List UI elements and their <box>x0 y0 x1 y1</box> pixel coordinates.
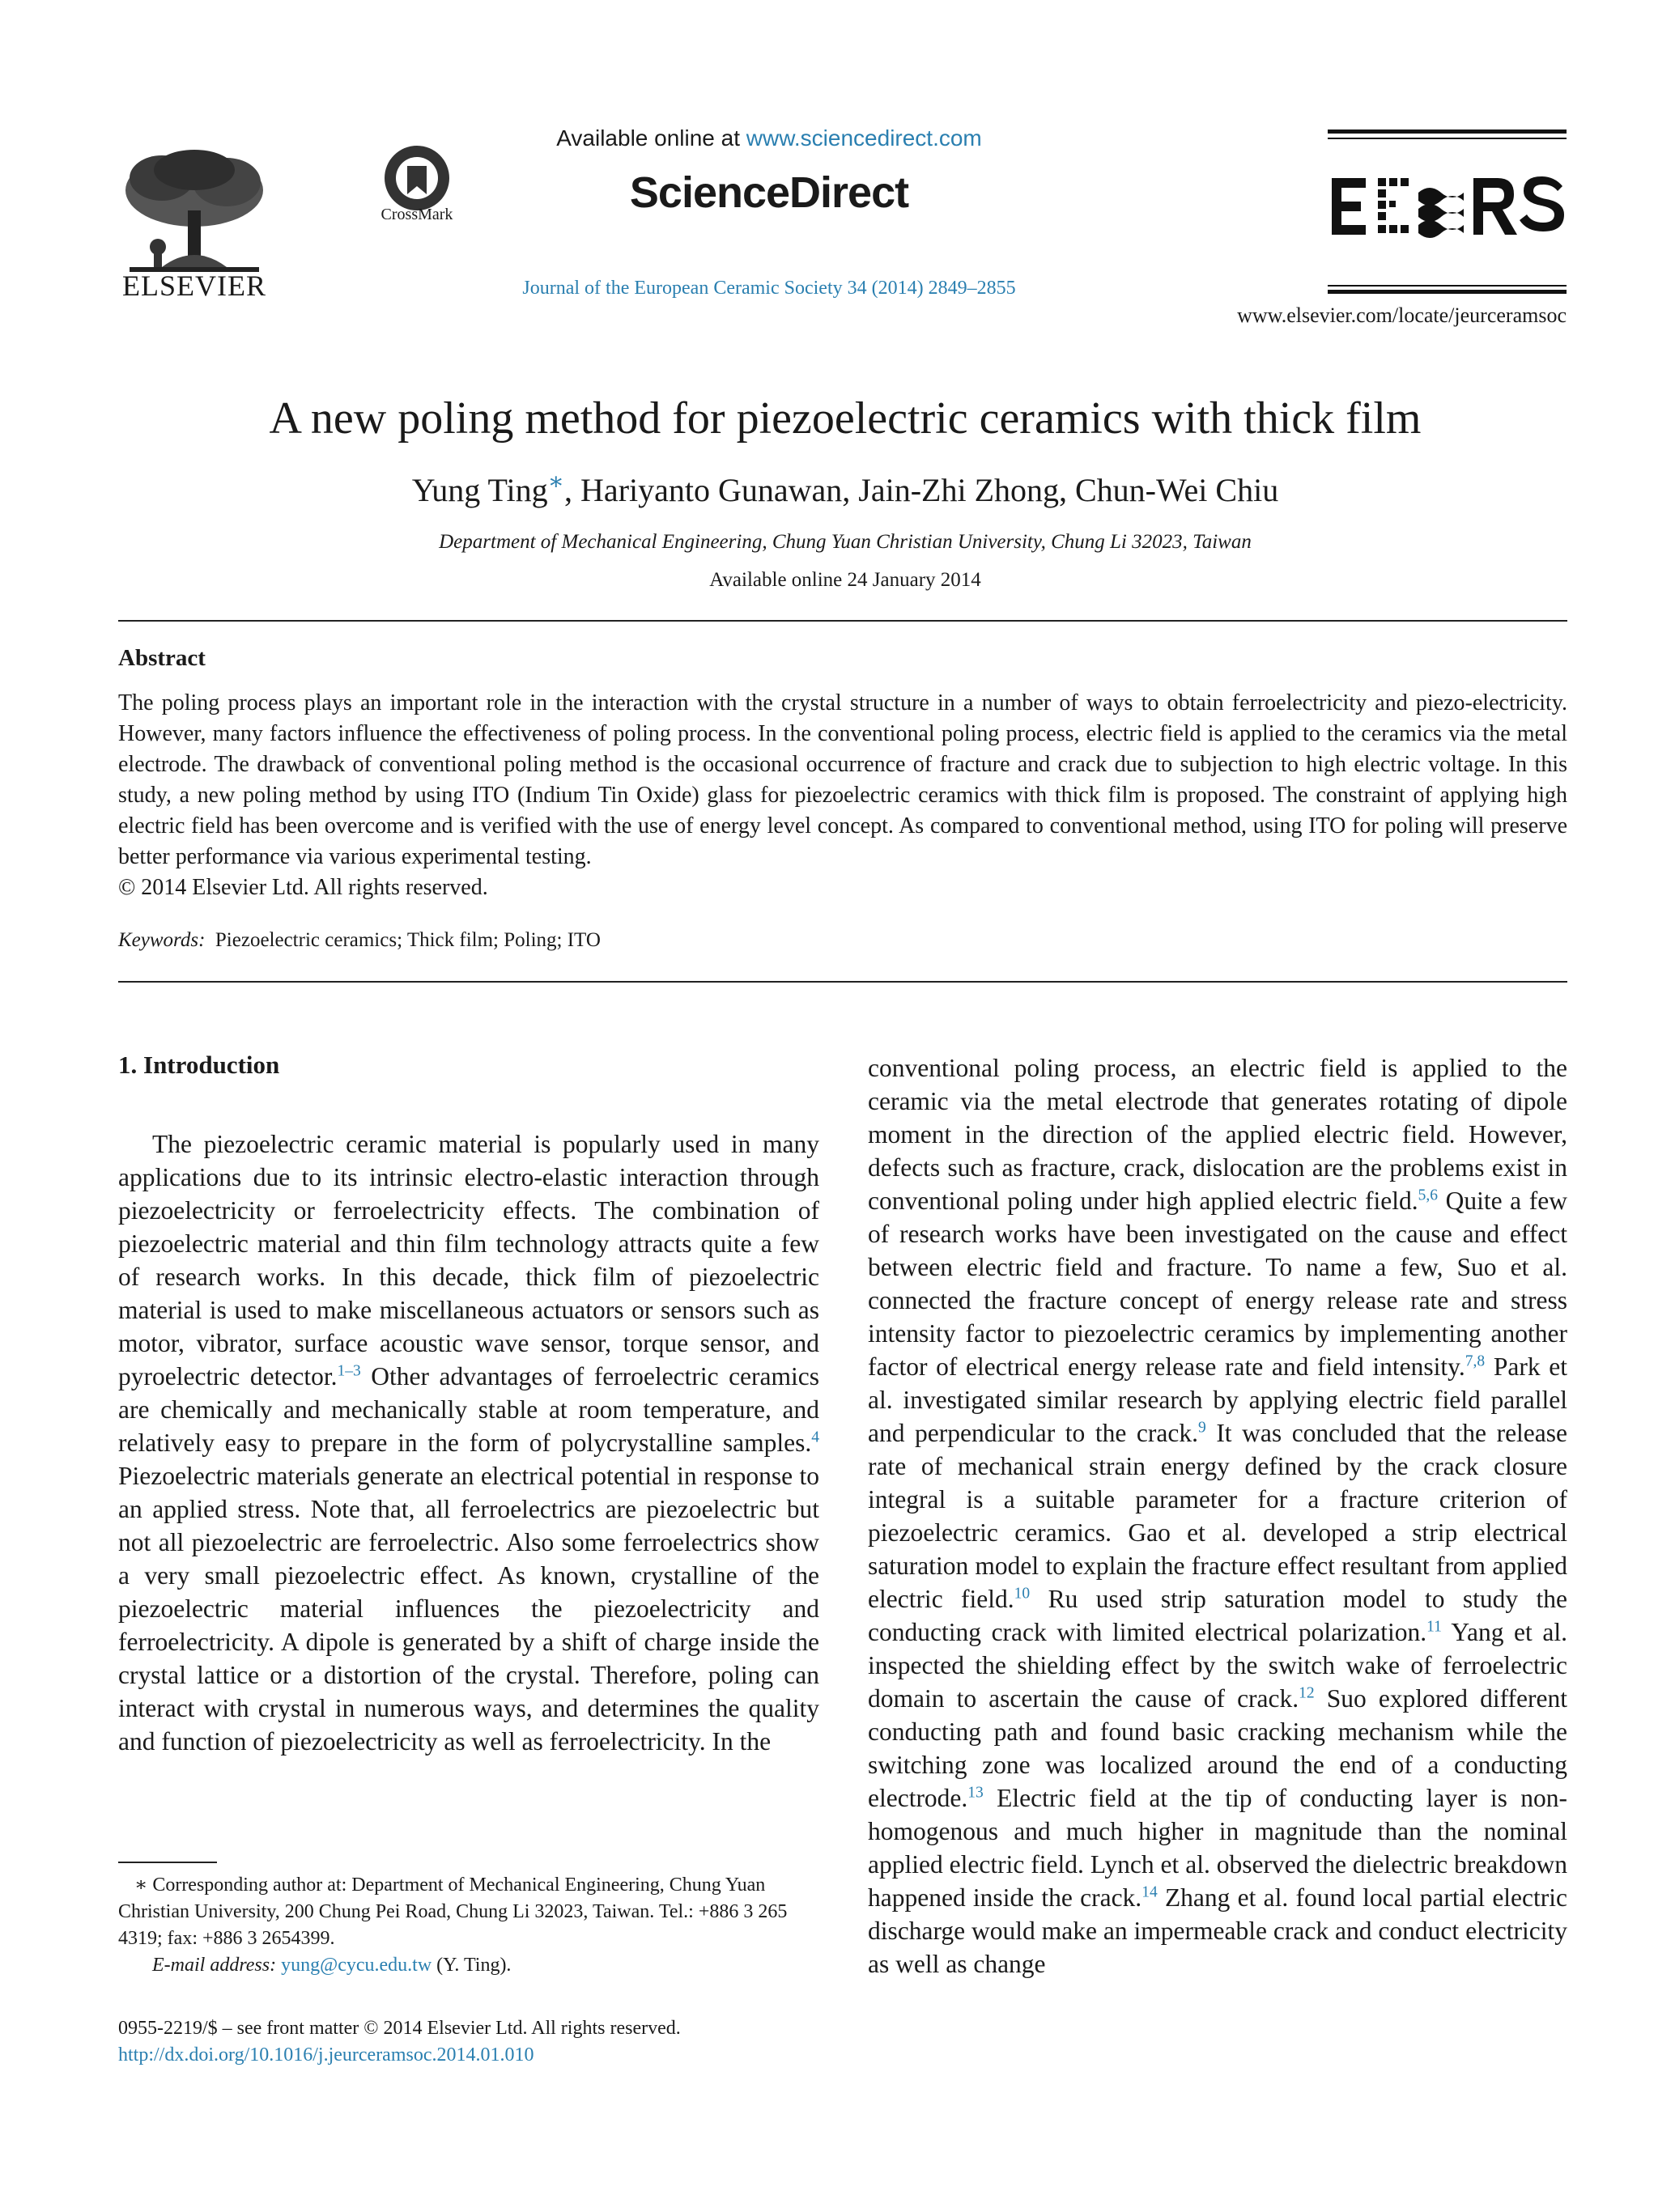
section-heading: 1. Introduction <box>118 1051 280 1079</box>
citation-link[interactable]: 13 <box>967 1784 984 1802</box>
citation-link[interactable]: 1–3 <box>337 1362 361 1380</box>
abstract-bottom-rule <box>118 981 1567 983</box>
abstract-top-rule <box>118 620 1567 622</box>
abstract-body <box>118 688 1567 903</box>
journal-logo-rule <box>1328 129 1567 134</box>
abstract-copyright: © 2014 Elsevier Ltd. All rights reserved. <box>118 875 488 900</box>
intro-paragraph-left: The piezoelectric ceramic material is popularly used in many applications due to its intrinsic electro-elastic interaction through piezoelectricity or ferroelectricity effects. The combination of piezoelectric material and thin film technology attracts quite a few of research works. In this decade, thick film of piezoelectric material is used to make miscellaneous actuators or sensors such as motor, vibrator, surface acoustic wave sensor, torque sensor, and pyroelectric detector.$^{1-3}$ Other advantages of ferroelectric ceramics are chemically and mechanically stable at room temperature, and relatively easy to prepare in the form of polycrystalline samples.$^4$ Piezoelectric materials generate an electrical potential in response to an applied stress. Note that, all ferroelectrics are piezoelectric but not all piezoelectric are ferroelectric. Also some ferroelectrics show a very small piezoelectric effect. As known, crystalline of the piezoelectric material influences the piezoelectricity and ferroelectricity. A dipole is generated by a shift of charge inside the crystal lattice or a distortion of the crystal. Therefore, poling can interact with crystal in numerous ways, and determines the quality and function of piezoelectricity as well as ferroelectricity. In the <box>118 1130 819 1756</box>
affiliation: Department of Mechanical Engineering, Chung Yuan Christian University, Chung Li 32023, Taiwan <box>439 531 1252 553</box>
crossmark-icon[interactable] <box>368 129 466 243</box>
author-list <box>81 468 1609 509</box>
corresponding-author-mark[interactable]: ∗ <box>547 468 565 495</box>
citation-link[interactable]: 11 <box>1426 1618 1442 1636</box>
article-title: A new poling method for piezoelectric ceramics with thick film <box>269 393 1422 444</box>
doi-link[interactable]: http://dx.doi.org/10.1016/j.jeurceramsoc.2014.01.010 <box>118 2044 534 2066</box>
journal-url[interactable]: www.elsevier.com/locate/jeurceramsoc <box>1237 304 1567 327</box>
journal-citation-link[interactable]: Journal of the European Ceramic Society 34 (2014) 2849–2855 <box>522 278 1016 299</box>
available-prefix: Available online at <box>556 125 746 151</box>
journal-logo-rule <box>1328 285 1567 287</box>
journal-logo-rule <box>1328 290 1567 294</box>
available-date: Available online 24 January 2014 <box>709 569 981 591</box>
crossmark-label: CrossMark <box>380 206 453 223</box>
citation-link[interactable]: 5,6 <box>1418 1187 1438 1204</box>
corresponding-author-footnote <box>118 1872 819 1979</box>
citation-link[interactable]: 10 <box>1014 1585 1031 1603</box>
keywords-line <box>118 929 1567 952</box>
issn-line: 0955-2219/$ – see front matter © 2014 Elsevier Ltd. All rights reserved. <box>118 2018 681 2039</box>
citation-link[interactable]: 14 <box>1141 1883 1158 1901</box>
right-column <box>868 1051 1567 1981</box>
citation-link[interactable]: 9 <box>1197 1419 1206 1437</box>
footnote-rule <box>118 1862 217 1863</box>
email-label: E-mail address: <box>152 1955 277 1976</box>
citation-link[interactable]: 7,8 <box>1465 1352 1486 1370</box>
jecs-journal-logo <box>1328 162 1567 251</box>
footnote-text: Corresponding author at: Department of Mechanical Engineering, Chung Yuan Christian University, 200 Chung Pei Road, Chung Li 32023, Taiwan. Tel.: +886 3 265 4319; fax: +886 3 2654399. <box>118 1874 788 1949</box>
author-email-link[interactable]: yung@cycu.edu.tw <box>281 1955 432 1976</box>
email-suffix: (Y. Ting). <box>432 1955 512 1976</box>
citation-link[interactable]: 4 <box>811 1429 819 1446</box>
first-author: Yung Ting <box>411 472 548 508</box>
sciencedirect-logo: ScienceDirect <box>629 168 909 217</box>
publisher-name: ELSEVIER <box>122 270 266 302</box>
abstract-heading: Abstract <box>118 645 206 671</box>
abstract-text: The poling process plays an important role in the interaction with the crystal structure in a number of ways to obtain ferroelectricity and piezo-electricity. However, many factors influence the effectiveness of poling process. In the conventional poling process, electric field is applied to the ceramics via the metal electrode. The drawback of conventional poling method is the occasional occurrence of fracture and crack due to subjection to high electric voltage. In this study, a new poling method by using ITO (Indium Tin Oxide) glass for piezoelectric ceramics with thick film is proposed. The constraint of applying high electric field has been overcome and is verified with the use of energy level concept. As compared to conventional method, using ITO for poling will preserve better performance via various experimental testing. <box>118 690 1567 869</box>
available-online-line <box>486 125 1052 151</box>
journal-logo-rule <box>1328 138 1567 139</box>
keywords-list: Piezoelectric ceramics; Thick film; Poling; ITO <box>215 929 601 951</box>
sciencedirect-link[interactable]: www.sciencedirect.com <box>746 125 982 151</box>
keywords-label: Keywords: <box>118 929 206 951</box>
intro-paragraph-right: conventional poling process, an electric field is applied to the ceramic via the metal electrode that generates rotating of dipole moment in the direction of the applied electric field. However, defects such as fracture, crack, dislocation are the problems exist in conventional poling under high applied electric field.$^{5,6}$ Quite a few of research works have been investigated on the cause and effect between electric field and fracture. To name a few, Suo et al. connected the fracture concept of energy release rate and stress intensity factor to piezoelectric ceramics by implementing another factor of electrical energy release rate and field intensity.$^{7,8}$ Park et al. investigated similar research by applying electric field parallel and perpendicular to the crack.$^9$ It was concluded that the release rate of mechanical strain energy defined by the crack closure integral is a suitable parameter for a fracture criterion of piezoelectric ceramics. Gao et al. developed a strip electrical saturation model to explain the fracture effect resultant from applied electric field.$^{10}$ Ru used strip saturation model to study the conducting crack with limited electrical polarization.$^{11}$ Yang et al. inspected the shielding effect by the switch wake of ferroelectric domain to ascertain the cause of crack.$^{12}$ Suo explored different conducting path and found basic cracking mechanism while the switching zone was localized around the end of a conducting electrode.$^{13}$ Electric field at the tip of conducting layer is non-homogenous and much higher in magnitude than the nominal applied electric field. Lynch et al. observed the dielectric breakdown happened inside the crack.$^{14}$ Zhang et al. found local partial electric discharge would make an impermeable crack and conduct electricity as well as change <box>868 1054 1568 1978</box>
front-matter <box>118 2015 819 2069</box>
citation-link[interactable]: 12 <box>1299 1684 1315 1702</box>
other-authors: , Hariyanto Gunawan, Jain-Zhi Zhong, Chun-Wei Chiu <box>564 472 1279 508</box>
footnote-mark: ∗ <box>134 1874 148 1896</box>
left-column <box>118 1127 819 1758</box>
